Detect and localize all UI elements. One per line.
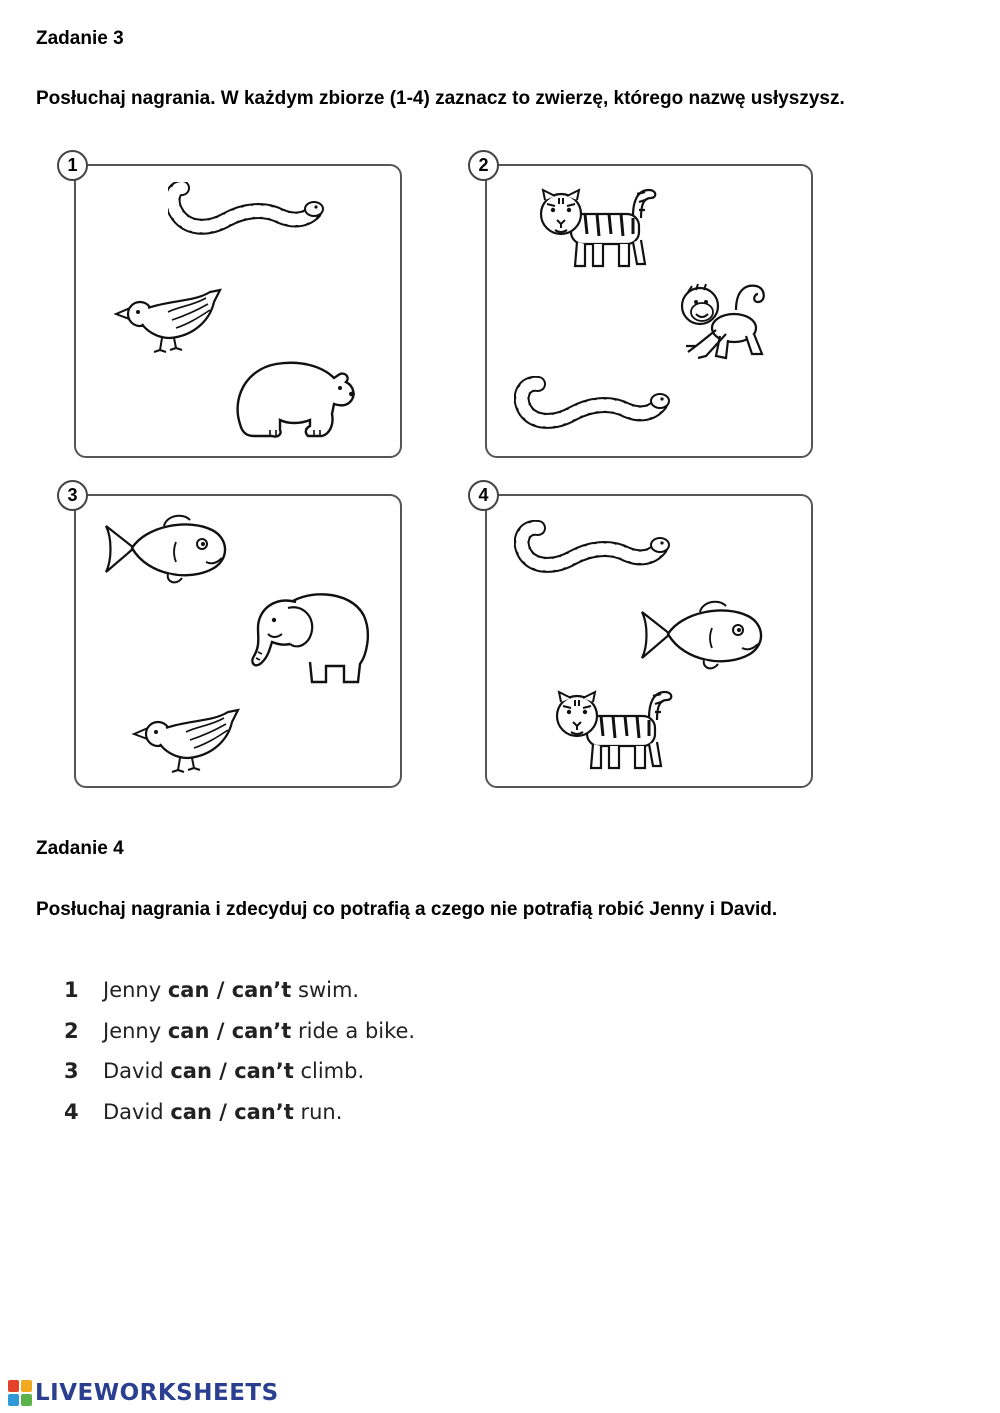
snake-icon[interactable]: [514, 376, 674, 438]
task3-instruction: Posłuchaj nagrania. W każdym zbiorze (1-4) zaznacz to zwierzę, którego nazwę usłyszysz.: [36, 88, 845, 109]
sentence-subject: David: [103, 1059, 164, 1084]
tiger-icon[interactable]: [549, 686, 677, 772]
logo-square: [8, 1380, 19, 1392]
logo-square: [8, 1394, 19, 1406]
can-cant-choice[interactable]: can / can’t: [170, 1099, 294, 1124]
logo-square: [21, 1394, 32, 1406]
snake-icon[interactable]: [514, 520, 674, 582]
set-number-badge-3: 3: [57, 480, 88, 511]
sentence-item: [64, 1011, 415, 1052]
task3-title: Zadanie 3: [36, 28, 124, 49]
sentence-subject: Jenny: [103, 1018, 162, 1043]
sentence-rest: swim.: [298, 978, 360, 1003]
sentence-item: [64, 1092, 415, 1133]
sentence-number: 1: [64, 978, 79, 1003]
sentence-rest: ride a bike.: [298, 1018, 416, 1043]
sentence-rest: climb.: [300, 1059, 365, 1084]
tiger-icon[interactable]: [533, 184, 661, 270]
snake-icon[interactable]: [168, 182, 328, 244]
task4-title: Zadanie 4: [36, 838, 124, 859]
bird-icon[interactable]: [110, 284, 228, 356]
sentence-subject: David: [103, 1099, 164, 1124]
brand-name: LIVEWORKSHEETS: [35, 1380, 279, 1406]
monkey-icon[interactable]: [676, 280, 768, 364]
sentence-number: 2: [64, 1018, 79, 1043]
elephant-icon[interactable]: [246, 586, 372, 688]
sentence-rest: run.: [300, 1099, 343, 1124]
logo-square: [21, 1380, 32, 1392]
bear-icon[interactable]: [230, 356, 358, 442]
sentence-number: 3: [64, 1059, 79, 1084]
set-number-badge-1: 1: [57, 150, 88, 181]
can-cant-choice[interactable]: can / can’t: [170, 1059, 294, 1084]
can-cant-choice[interactable]: can / can’t: [167, 978, 292, 1003]
set-number-badge-2: 2: [468, 150, 499, 181]
can-cant-choice[interactable]: can / can’t: [167, 1018, 292, 1043]
liveworksheets-logo-icon: [8, 1380, 32, 1406]
set-number-badge-4: 4: [468, 480, 499, 511]
sentence-item: [64, 970, 415, 1011]
task4-instruction: Posłuchaj nagrania i zdecyduj co potrafią a czego nie potrafią robić Jenny i David.: [36, 899, 778, 920]
bird-icon[interactable]: [128, 704, 246, 776]
sentence-number: 4: [64, 1099, 79, 1124]
sentence-item: [64, 1051, 415, 1092]
footer-brand[interactable]: [8, 1380, 279, 1406]
fish-icon[interactable]: [638, 598, 770, 674]
sentence-subject: Jenny: [103, 978, 162, 1003]
sentence-list: [64, 970, 415, 1132]
fish-icon[interactable]: [102, 512, 234, 588]
